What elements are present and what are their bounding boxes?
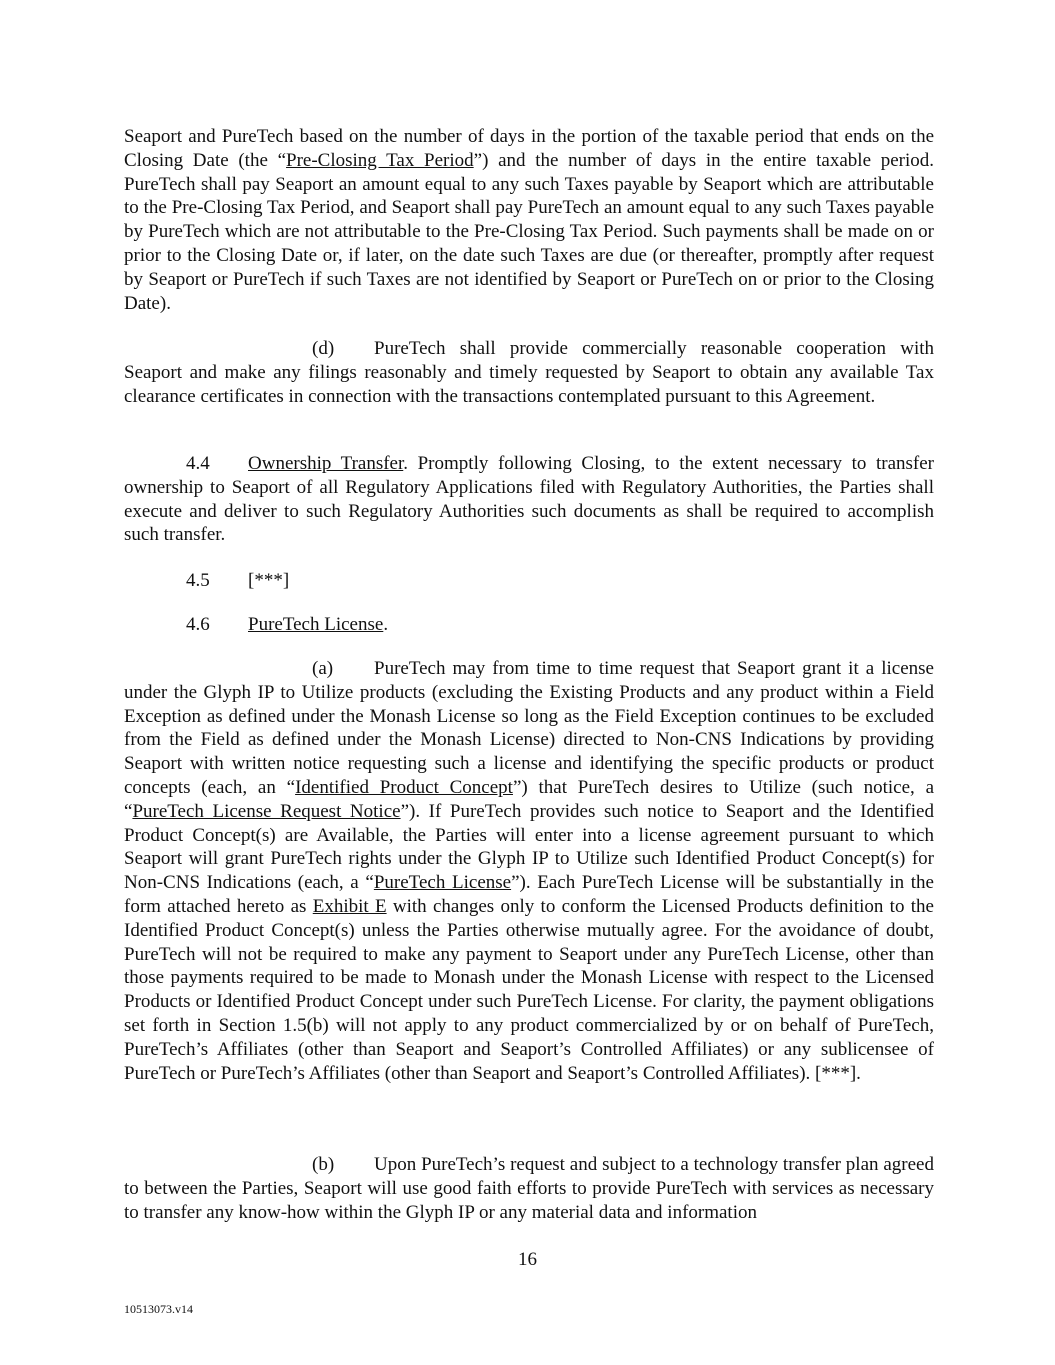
- redacted-text: [***]: [248, 570, 290, 591]
- defined-term-license-request-notice: PureTech License Request Notice: [132, 800, 401, 822]
- section-title-puretech-license: PureTech License: [248, 614, 384, 635]
- paragraph-label-a: (a): [312, 658, 334, 679]
- paragraph-label-d: (d): [312, 338, 335, 359]
- document-id: 10513073.v14: [124, 1302, 193, 1316]
- section-number-4-6: 4.6: [186, 614, 210, 635]
- paragraph-tax-allocation: Seaport and PureTech based on the number of days in the portion of the taxable period that ends on the Closing Date (the “Pre-Closing Tax Period”) and the number of days in the entire taxable period. PureTech shall pay Seaport an amount equal to any such Taxes payable by Seaport which are attributable to the Pre-Closing Tax Period, and Seaport shall pay PureTech an amount equal to any such Taxes payable by PureTech which are not attributable to the Pre-Closing Tax Period. Such payments shall be made on or prior to the Closing Date or, if later, on the date such Taxes are due (or thereafter, promptly after request by Seaport or PureTech if such Taxes are not identified by Seaport or PureTech on or prior to the Closing Date).: [124, 126, 934, 314]
- section-4-6: 4.6 PureTech License.: [186, 614, 389, 635]
- paragraph-label-b: (b): [312, 1154, 335, 1175]
- paragraph-d: (d) PureTech shall provide commercially reasonable cooperation with Seaport and make any filings reasonably and timely requested by Seaport to obtain any available Tax clearance certificates in connection with the transactions contemplated pursuant to this Agreement.: [124, 338, 934, 407]
- exhibit-e-reference: Exhibit E: [312, 895, 387, 917]
- section-number-4-4: 4.4: [186, 453, 210, 474]
- defined-term-identified-product-concept: Identified Product Concept: [295, 776, 513, 798]
- defined-term-pre-closing-tax-period: Pre-Closing Tax Period: [286, 149, 474, 171]
- defined-term-puretech-license: PureTech License: [373, 872, 512, 894]
- page-number: 16: [518, 1249, 537, 1270]
- section-4-4: 4.4 Ownership Transfer. Promptly following Closing, to the extent necessary to transfer ownership to Seaport of all Regulatory Applications filed with Regulatory Authorities, the Parties shall execute and deliver to such Regulatory Authorities such documents as shall be required to accomplish such transfer.: [124, 453, 934, 546]
- paragraph-b: (b) Upon PureTech’s request and subject to a technology transfer plan agreed to between the Parties, Seaport will use good faith efforts to provide PureTech with services as necessary to transfer any know-how within the Glyph IP or any material data and information: [124, 1154, 934, 1223]
- paragraph-a: (a) PureTech may from time to time request that Seaport grant it a license under the Glyph IP to Utilize products (excluding the Existing Products and any product within a Field Exception as defined under the Monash License so long as the Field Exception continues to be excluded from the Field as defined under the Monash License) directed to Non-CNS Indications by providing Seaport with written notice requesting such a license and identifying the specific products or product concepts (each, an “Identified Product Concept”) that PureTech desires to Utilize (such notice, a “PureTech License Request Notice”). If PureTech provides such notice to Seaport and the Identified Product Concept(s) are Available, the Parties will enter into a license agreement pursuant to which Seaport will grant PureTech rights under the Glyph IP to Utilize such Identified Product Concept(s) for Non-CNS Indications (each, a “PureTech License”). Each PureTech License will be substantially in the form attached hereto as Exhibit E with changes only to conform the Licensed Products definition to the Identified Product Concept(s) unless the Parties otherwise mutually agree. For the avoidance of doubt, PureTech will not be required to make any payment to Seaport under any PureTech License, other than those payments required to be made to Monash under the Monash License with respect to the Licensed Products or Identified Product Concept under such PureTech License. For clarity, the payment obligations set forth in Section 1.5(b) will not apply to any product commercialized by or on behalf of PureTech, PureTech’s Affiliates (other than Seaport and Seaport’s Controlled Affiliates) or any sublicensee of PureTech or PureTech’s Affiliates (other than Seaport and Seaport’s Controlled Affiliates). [***].: [124, 658, 935, 1084]
- section-title-ownership-transfer: Ownership Transfer: [248, 453, 404, 474]
- section-4-5: [186, 569, 289, 593]
- section-number-4-5: 4.5: [186, 570, 210, 591]
